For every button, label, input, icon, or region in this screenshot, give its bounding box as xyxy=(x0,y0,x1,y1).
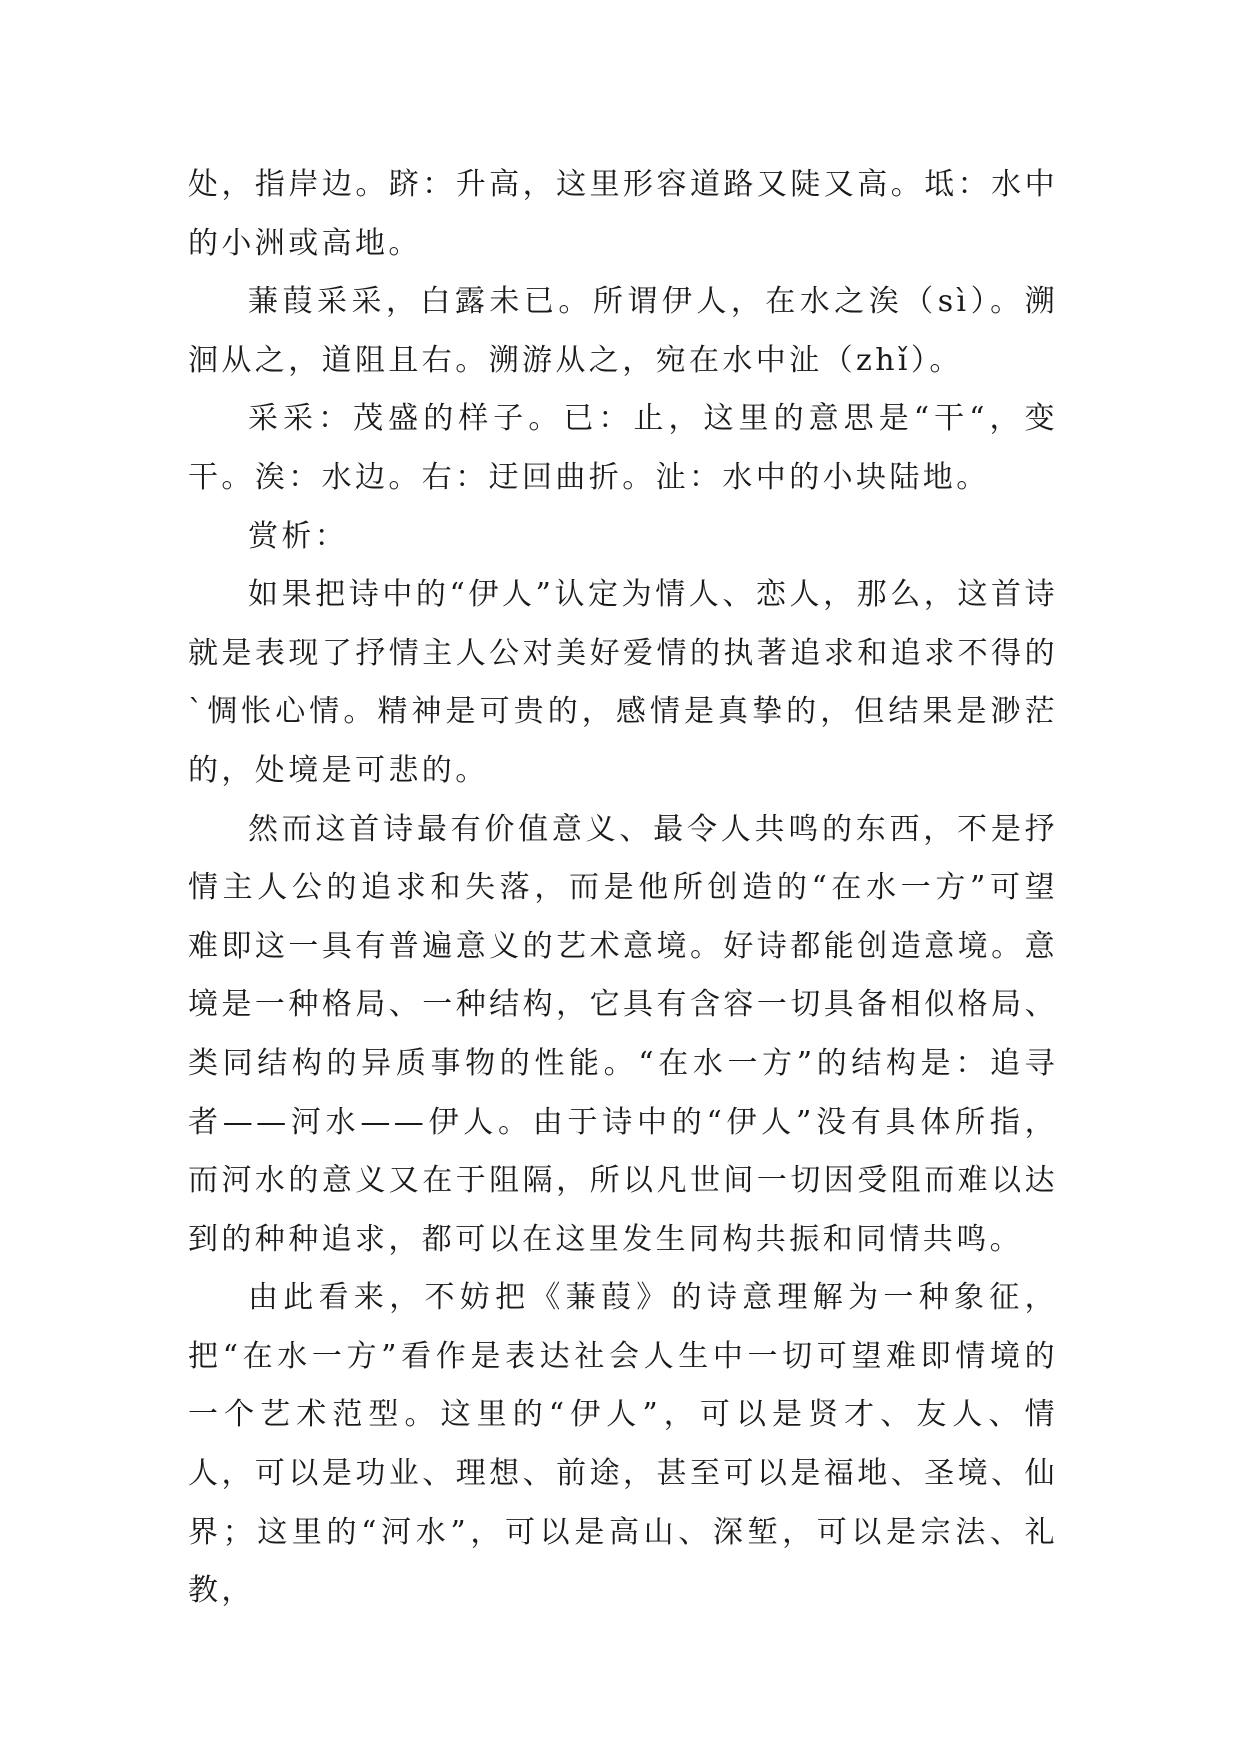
paragraph-appreciation-1: 如果把诗中的“伊人”认定为情人、恋人，那么，这首诗就是表现了抒情主人公对美好爱情的执著追求和追求不得的`惆怅心情。精神是可贵的，感情是真挚的，但结果是渺茫的，处境是可悲的。 xyxy=(188,577,1058,788)
section-heading-appreciation: 赏析： xyxy=(248,518,349,554)
document-body xyxy=(188,156,1058,1621)
paragraph-appreciation-3: 由此看来，不妨把《蒹葭》的诗意理解为一种象征，把“在水一方”看作是表达社会人生中一切可望难即情境的一个艺术范型。这里的“伊人”，可以是贤才、友人、情人，可以是功业、理想、前途，甚至可以是福地、圣境、仙界；这里的“河水”，可以是高山、深堑，可以是宗法、礼教， xyxy=(188,1280,1058,1609)
paragraph-annotation-2: 采采：茂盛的样子。已：止，这里的意思是“干“，变干。涘：水边。右：迂回曲折。沚：水中的小块陆地。 xyxy=(188,401,1058,495)
paragraph-poem-stanza: 蒹葭采采，白露未已。所谓伊人，在水之涘（sì）。溯洄从之，道阻且右。溯游从之，宛在水中沚（zhǐ）。 xyxy=(188,284,1058,378)
paragraph-annotation-1: 处，指岸边。跻：升高，这里形容道路又陡又高。坻：水中的小洲或高地。 xyxy=(188,167,1058,261)
paragraph-appreciation-2: 然而这首诗最有价值意义、最令人共鸣的东西，不是抒情主人公的追求和失落，而是他所创造的“在水一方”可望难即这一具有普遍意义的艺术意境。好诗都能创造意境。意境是一种格局、一种结构，它具有含容一切具备相似格局、类同结构的异质事物的性能。“在水一方”的结构是：追寻者——河水——伊人。由于诗中的“伊人”没有具体所指，而河水的意义又在于阻隔，所以凡世间一切因受阻而难以达到的种种追求，都可以在这里发生同构共振和同情共鸣。 xyxy=(188,811,1058,1257)
